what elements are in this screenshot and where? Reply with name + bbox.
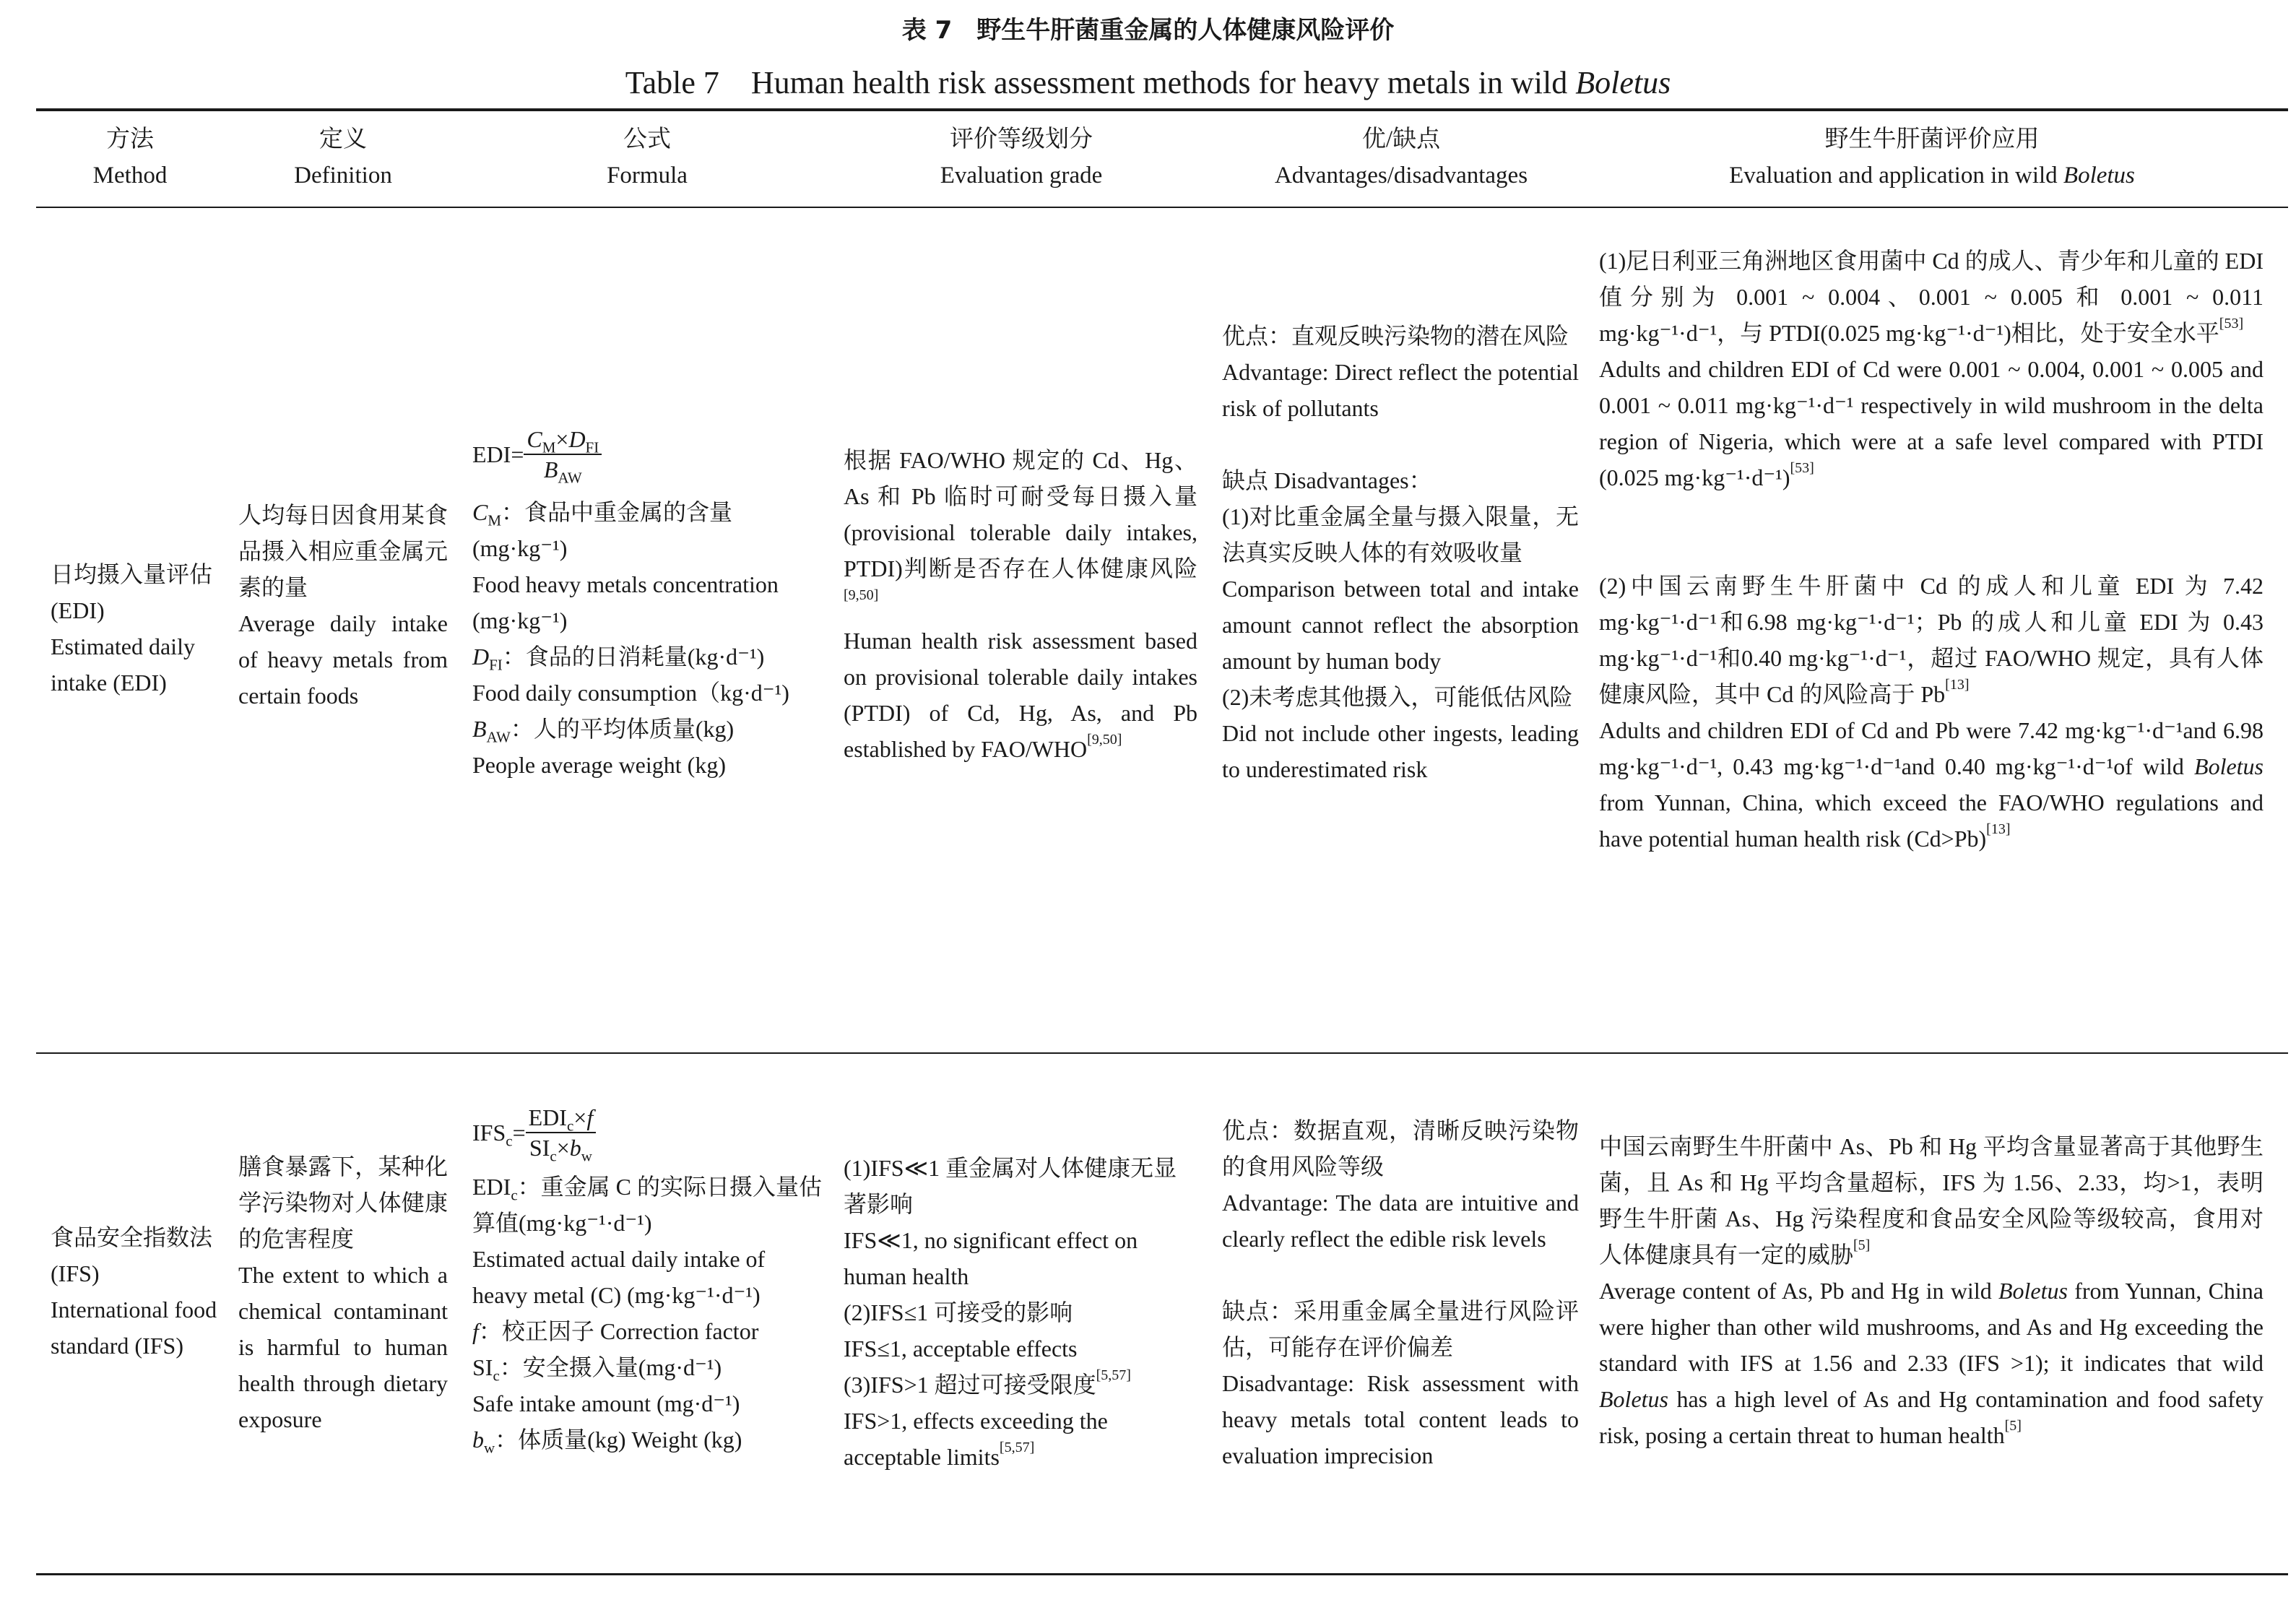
top-rule: [36, 108, 2288, 111]
row1-app-1-cn: (1)尼日利亚三角洲地区食用菌中 Cd 的成人、青少年和儿童的 EDI 值分别为 0.001 ~ 0.004、0.001 ~ 0.005 和 0.001 ~ 0.011 mg·kg⁻¹·d⁻¹，与 PTDI(0.025 mg·kg⁻¹·d⁻¹)相比，处于安全水平[53]: [1599, 248, 2263, 346]
row1-dis-1-cn: (1)对比重金属全量与摄入限量，无法真实反映人体的有效吸收量: [1222, 503, 1579, 566]
row2-method: [51, 1219, 224, 1364]
row1-app-2-cn: (2)中国云南野生牛肝菌中 Cd 的成人和儿童 EDI 为 7.42 mg·kg⁻¹·d⁻¹和6.98 mg·kg⁻¹·d⁻¹；Pb 的成人和儿童 EDI 为 0.43 mg·kg⁻¹·d⁻¹和0.40 mg·kg⁻¹·d⁻¹，超过 FAO/WHO 规定，具有人体健康风险，其中 Cd 的风险高于 Pb[13]: [1599, 573, 2263, 707]
row2-dis-cn: 缺点：采用重金属全量进行风险评估，可能存在评价偏差: [1222, 1298, 1579, 1360]
row1-equation: [472, 415, 823, 494]
row1-dis-2-cn: (2)未考虑其他摄入，可能低估风险: [1222, 684, 1573, 710]
row2-grade-3-cn: (3)IFS>1 超过可接受限度[5,57]: [844, 1367, 1131, 1398]
row2-application: [1599, 1128, 2263, 1453]
row1-dis-1-en: Comparison between total and intake amount cannot reflect the absorption amount by human body: [1222, 576, 1579, 674]
row2-var-f-cn: f：校正因子 Correction factor: [472, 1318, 759, 1344]
row1-equation-fraction: [524, 425, 602, 487]
header-method-en: Method: [92, 163, 168, 189]
row1-var-baw-en: People average weight (kg): [472, 752, 726, 778]
row1-advdis: [1222, 318, 1579, 787]
header-application: [1598, 121, 2266, 194]
header-formula: [467, 121, 828, 194]
row1-grade: [844, 442, 1197, 767]
row2-grade-1-cn: (1)IFS≪1 重金属对人体健康无显著影响: [844, 1155, 1177, 1217]
row2-method-en: International food standard (IFS): [51, 1297, 217, 1359]
header-application-en: [1598, 157, 2266, 194]
row1-equation-lhs: EDI=: [472, 441, 524, 467]
row2-var-bw-cn: $b_w$：体质量(kg) Weight (kg): [472, 1427, 742, 1457]
row1-definition-en: Average daily intake of heavy metals from certain foods: [238, 610, 448, 709]
row1-grade-cn: 根据 FAO/WHO 规定的 Cd、Hg、As 和 Pb 临时可耐受每日摄入量(provisional tolerable daily intakes, PTDI)判断是否存在人体健康风险[9,50]: [844, 447, 1197, 603]
row1-method-cn: 日均摄入量评估(EDI): [51, 561, 213, 623]
header-grade: [842, 121, 1200, 194]
row2-equation-fraction: [526, 1103, 597, 1165]
row1-dis-head: 缺点 Disadvantages：: [1222, 467, 1432, 493]
row2-adv-cn: 优点：数据直观，清晰反映污染物的食用风险等级: [1222, 1117, 1579, 1180]
row1-formula: [472, 415, 823, 783]
row2-equation-lhs: $IFS_c=$: [472, 1120, 526, 1150]
header-formula-en: Formula: [607, 163, 688, 189]
row2-method-cn: 食品安全指数法(IFS): [51, 1224, 213, 1286]
row2-grade-2-en: IFS≤1, acceptable effects: [844, 1336, 1078, 1362]
header-method: [36, 121, 224, 194]
header-application-en-italic: Boletus: [2063, 163, 2135, 189]
header-definition-en: Definition: [294, 163, 392, 189]
header-advdis-en: Advantages/disadvantages: [1274, 163, 1528, 189]
row2-grade-3-en: IFS>1, effects exceeding the acceptable limits[5,57]: [844, 1408, 1108, 1470]
row2-equation-numerator: $EDI_c\times f$: [526, 1103, 597, 1133]
row2-definition-cn: 膳食暴露下，某种化学污染物对人体健康的危害程度: [238, 1154, 448, 1252]
caption-en-italic: Boletus: [1575, 65, 1671, 100]
header-grade-cn: 评价等级划分: [950, 126, 1093, 152]
row1-equation-numerator: $C_M\times D_{FI}$: [524, 425, 602, 455]
row1-adv-en: Advantage: Direct reflect the potential risk of pollutants: [1222, 359, 1579, 421]
row2-app-en: Average content of As, Pb and Hg in wild Boletus from Yunnan, China were higher than other wild mushrooms, and As and Hg exceeding the standard with IFS at 1.56 and 2.33 (IFS >1); it indicates that wild Boletus has a high level of As and Hg contamination and food safety risk, posing a certain threat to human health[5]: [1599, 1278, 2264, 1448]
header-formula-cn: 公式: [623, 126, 671, 152]
row2-var-sic-cn: $SI_c$：安全摄入量(mg·d⁻¹): [472, 1354, 722, 1385]
header-advdis: [1221, 121, 1582, 194]
row2-app-cn: 中国云南野生牛肝菌中 As、Pb 和 Hg 平均含量显著高于其他野生菌，且 As 和 Hg 平均含量超标，IFS 为 1.56、2.33，均>1，表明野生牛肝菌 As、Hg 污染程度和食品安全风险等级较高，食用对人体健康具有一定的威胁[5]: [1599, 1133, 2263, 1268]
row2-definition-en: The extent to which a chemical contaminant is harmful to human health through dietary exposure: [238, 1262, 448, 1432]
row2-grade: [844, 1150, 1197, 1475]
row1-method-en: Estimated daily intake (EDI): [51, 633, 195, 696]
header-method-cn: 方法: [106, 126, 154, 152]
row1-var-dfi-en: Food daily consumption（kg·d⁻¹): [472, 680, 789, 706]
row2-equation: [472, 1096, 823, 1169]
row2-var-edic-en: Estimated actual daily intake of heavy metal (C) (mg·kg⁻¹·d⁻¹): [472, 1246, 766, 1308]
row1-var-baw-cn: $B_{AW}$：人的平均体质量(kg): [472, 716, 735, 746]
row2-definition: [238, 1148, 448, 1437]
row2-grade-1-en: IFS≪1, no significant effect on human health: [844, 1227, 1138, 1289]
table-caption-cn: 表 7 野生牛肝菌重金属的人体健康风险评价: [901, 16, 1395, 45]
row1-adv-cn: 优点：直观反映污染物的潜在风险: [1222, 323, 1569, 349]
row1-equation-denominator: $B_{AW}$: [543, 456, 582, 487]
row2-dis-en: Disadvantage: Risk assessment with heavy metals total content leads to evaluation imprecision: [1222, 1370, 1579, 1468]
header-application-en-text: Evaluation and application in wild: [1729, 163, 2063, 189]
row2-formula: [472, 1096, 823, 1458]
row1-grade-en: Human health risk assessment based on provisional tolerable daily intakes (PTDI) of Cd, Hg, As, and Pb established by FAO/WHO[9,50]: [844, 628, 1197, 762]
row2-var-sic-en: Safe intake amount (mg·d⁻¹): [472, 1390, 740, 1416]
row1-method: [51, 556, 224, 701]
row1-application: [1599, 243, 2263, 857]
caption-en-text: Table 7 Human health risk assessment methods for heavy metals in wild: [625, 65, 1576, 100]
row1-definition-cn: 人均每日因食用某食品摄入相应重金属元素的量: [238, 502, 448, 600]
row2-advdis: [1222, 1112, 1579, 1473]
header-application-cn: 野生牛肝菌评价应用: [1824, 126, 2040, 152]
header-grade-en: Evaluation grade: [940, 163, 1103, 189]
row1-dis-2-en: Did not include other ingests, leading to underestimated risk: [1222, 720, 1579, 782]
header-advdis-cn: 优/缺点: [1361, 126, 1441, 152]
row-divider: [36, 1052, 2288, 1054]
row2-adv-en: Advantage: The data are intuitive and clearly reflect the edible risk levels: [1222, 1190, 1579, 1252]
row1-app-1-en: Adults and children EDI of Cd were 0.001 ~ 0.004, 0.001 ~ 0.005 and 0.001 ~ 0.011 mg·kg⁻¹·d⁻¹ respectively in wild mushroom in the delta region of Nigeria, which were at a safe level compared with PTDI (0.025 mg·kg⁻¹·d⁻¹)[53]: [1599, 356, 2263, 490]
header-rule: [36, 207, 2288, 208]
row1-definition: [238, 497, 448, 714]
row1-var-dfi-cn: $D_{FI}$：食品的日消耗量(kg·d⁻¹): [472, 644, 765, 674]
row1-app-2-en: Adults and children EDI of Cd and Pb were 7.42 mg·kg⁻¹·d⁻¹and 6.98 mg·kg⁻¹·d⁻¹, 0.43 mg·kg⁻¹·d⁻¹and 0.40 mg·kg⁻¹·d⁻¹of wild Boletus from Yunnan, China, which exceed the FAO/WHO regulations and have potential human health risk (Cd>Pb)[13]: [1599, 717, 2263, 852]
row2-equation-denominator: $SI_c\times b_w$: [529, 1135, 592, 1165]
table-caption-en: [0, 56, 2296, 103]
bottom-rule: [36, 1573, 2288, 1575]
row2-grade-2-cn: (2)IFS≤1 可接受的影响: [844, 1299, 1073, 1325]
row1-var-cm-en: Food heavy metals concentration (mg·kg⁻¹): [472, 571, 779, 633]
row1-var-cm-cn: $C_M$：食品中重金属的含量(mg·kg⁻¹): [472, 499, 733, 561]
header-definition-cn: 定义: [319, 126, 367, 152]
row2-var-edic-cn: $EDI_c$：重金属 C 的实际日摄入量估算值(mg·kg⁻¹·d⁻¹): [472, 1174, 822, 1236]
header-definition: [231, 121, 455, 194]
